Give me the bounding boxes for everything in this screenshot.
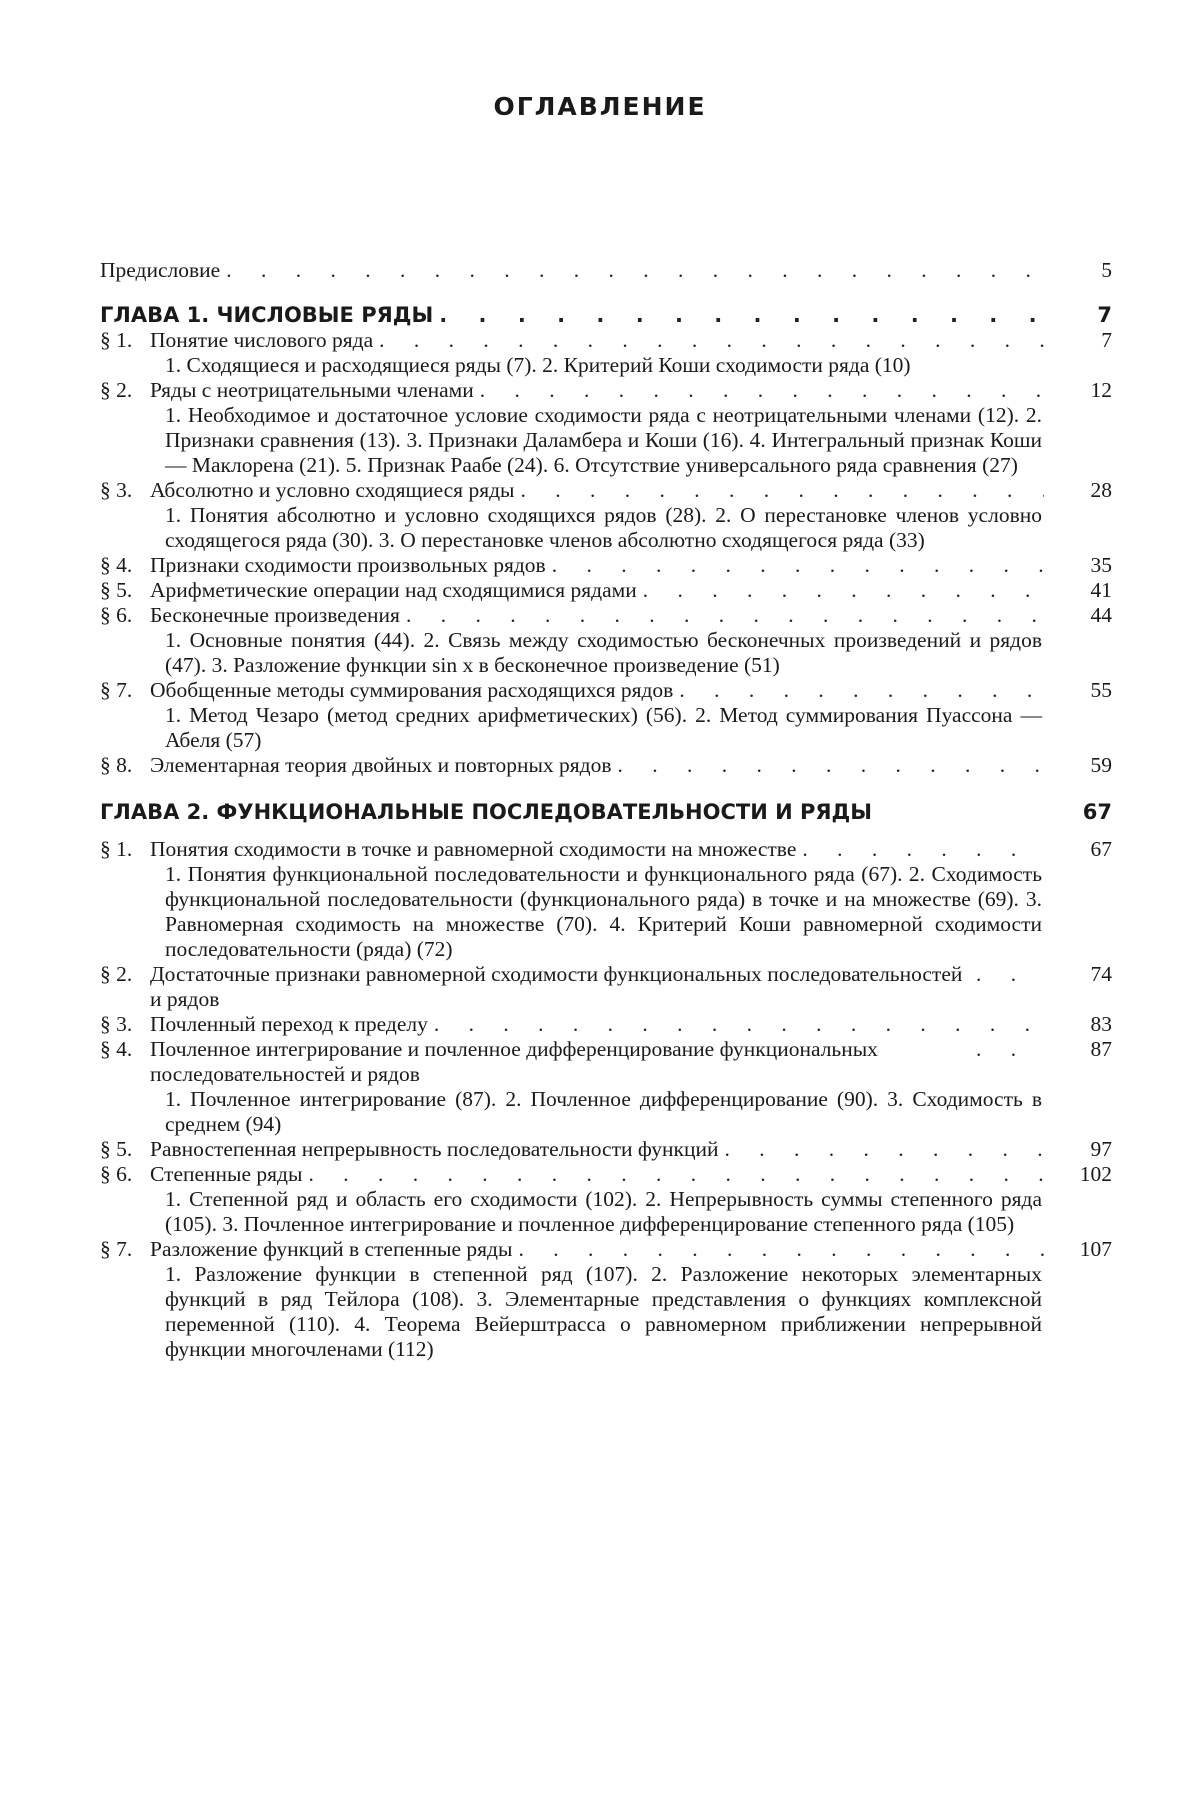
toc-section[interactable] (100, 1162, 1112, 1237)
leader-dots (552, 553, 1044, 578)
section-mark: § 3. (100, 1012, 133, 1036)
page-number: 74 (1090, 962, 1112, 986)
section-title: Абсолютно и условно сходящиеся ряды (150, 478, 515, 502)
leader-dots (520, 478, 1044, 503)
toc-section[interactable] (100, 553, 1112, 578)
page-number: 97 (1090, 1137, 1112, 1161)
section-mark: § 5. (100, 1137, 133, 1161)
chapter-title: ГЛАВА 2. ФУНКЦИОНАЛЬНЫЕ ПОСЛЕДОВАТЕЛЬНОСТИ И РЯДЫ (100, 800, 872, 824)
leader-dots (802, 837, 1044, 862)
subsection-list: 1. Степенной ряд и область его сходимости (102). 2. Непрерывность суммы степенного ряда (105). 3. Почленное интегрирование и почленное дифференцирование степенного ряда (105) (165, 1187, 1042, 1236)
subsection-list: 1. Разложение функции в степенной ряд (107). 2. Разложение некоторых элементарных функций в ряд Тейлора (108). 3. Элементарные представления о функциях комплексной переменной (110). 4. Теорема Вейерштрасса о равномерном приближении непрерывной функции многочленами (112) (165, 1262, 1042, 1361)
section-entry (100, 378, 1112, 403)
page-number: 67 (1082, 800, 1112, 824)
section-entry (100, 1137, 1112, 1162)
page-number: 12 (1090, 378, 1112, 402)
section-entry (100, 962, 1112, 1012)
toc-chapter-2[interactable] (100, 800, 1112, 825)
page-number: 35 (1090, 553, 1112, 577)
chapter-2-sections (100, 837, 1112, 1362)
section-entry (100, 753, 1112, 778)
chapter-title: ГЛАВА 1. ЧИСЛОВЫЕ РЯДЫ (100, 303, 434, 327)
leader-dots (406, 603, 1044, 628)
subsection-list: 1. Необходимое и достаточное условие сходимости ряда с неотрицательными членами (12). 2. Признаки сравнения (13). 3. Признаки Даламбера и Коши (16). 4. Интегральный признак Коши — Маклорена (21). 5. Признак Раабе (24). 6. Отсутствие универсального ряда сравнения (27) (165, 403, 1042, 477)
section-mark: § 3. (100, 478, 133, 502)
toc-section[interactable] (100, 1037, 1112, 1137)
section-entry (100, 478, 1112, 503)
page-number: 59 (1090, 753, 1112, 777)
toc-section[interactable] (100, 1237, 1112, 1362)
spacer (100, 825, 1112, 837)
section-title: Равностепенная непрерывность последовательности функций (150, 1137, 719, 1161)
section-title: Ряды с неотрицательными членами (150, 378, 474, 402)
section-mark: § 1. (100, 837, 133, 861)
leader-dots (439, 303, 1044, 328)
page-number: 5 (1101, 258, 1112, 282)
leader-dots (308, 1162, 1044, 1187)
section-mark: § 7. (100, 678, 133, 702)
page-number: 67 (1090, 837, 1112, 861)
chapter-1-sections (100, 328, 1112, 778)
page-title: ОГЛАВЛЕНИЕ (493, 92, 707, 121)
page-number: 55 (1090, 678, 1112, 702)
section-mark: § 2. (100, 962, 133, 986)
section-entry (100, 553, 1112, 578)
subsection-list: 1. Понятия абсолютно и условно сходящихся рядов (28). 2. О перестановке членов условно сходящегося ряда (30). 3. О перестановке членов абсолютно сходящегося ряда (33) (165, 503, 1042, 552)
section-mark: § 8. (100, 753, 133, 777)
subsection-list: 1. Основные понятия (44). 2. Связь между сходимостью бесконечных произведений и рядов (47). 3. Разложение функции sin x в бесконечное произведение (51) (165, 628, 1042, 677)
section-title: Понятие числового ряда (150, 328, 374, 352)
section-entry (100, 1237, 1112, 1262)
toc-section[interactable] (100, 328, 1112, 378)
entry-text: Предисловие (100, 258, 221, 282)
section-title: Признаки сходимости произвольных рядов (150, 553, 546, 577)
leader-dots (976, 1037, 1044, 1062)
section-entry (100, 837, 1112, 862)
section-mark: § 4. (100, 553, 133, 577)
toc-section[interactable] (100, 578, 1112, 603)
leader-dots (518, 1237, 1044, 1262)
toc-section[interactable] (100, 837, 1112, 962)
section-mark: § 2. (100, 378, 133, 402)
leader-dots (379, 328, 1044, 353)
section-title: Бесконечные произведения (150, 603, 400, 627)
leader-dots (679, 678, 1044, 703)
leader-dots (724, 1137, 1044, 1162)
toc-chapter-1[interactable] (100, 303, 1112, 328)
section-title: Арифметические операции над сходящимися рядами (150, 578, 637, 602)
toc-section[interactable] (100, 962, 1112, 1012)
section-title: Элементарная теория двойных и повторных рядов (150, 753, 612, 777)
leader-dots (643, 578, 1044, 603)
leader-dots (480, 378, 1044, 403)
page-number: 28 (1090, 478, 1112, 502)
section-title: Достаточные признаки равномерной сходимости функциональных последовательностей и рядов (150, 962, 963, 1011)
toc-section[interactable] (100, 603, 1112, 678)
section-mark: § 6. (100, 603, 133, 627)
leader-dots (226, 258, 1044, 283)
subsection-list: 1. Сходящиеся и расходящиеся ряды (7). 2. Критерий Коши сходимости ряда (10) (165, 353, 911, 377)
section-entry (100, 1037, 1112, 1087)
page-number: 7 (1097, 303, 1112, 327)
toc-entry-preface[interactable] (100, 258, 1112, 283)
toc-section[interactable] (100, 678, 1112, 753)
leader-dots (618, 753, 1044, 778)
toc-section[interactable] (100, 478, 1112, 553)
page-number: 102 (1079, 1162, 1112, 1186)
subsection-list: 1. Понятия функциональной последовательности и функционального ряда (67). 2. Сходимость функциональной последовательности (функционального ряда) в точке и на множестве (69). 3. Равномерная сходимость на множестве (70). 4. Критерий Коши равномерной сходимости последовательности (ряда) (72) (165, 862, 1042, 961)
toc-section[interactable] (100, 1137, 1112, 1162)
section-title: Разложение функций в степенные ряды (150, 1237, 513, 1261)
section-title: Почленное интегрирование и почленное дифференцирование функциональных последовательностей и рядов (150, 1037, 878, 1086)
section-entry (100, 578, 1112, 603)
section-mark: § 5. (100, 578, 133, 602)
section-entry (100, 603, 1112, 628)
section-mark: § 1. (100, 328, 133, 352)
spacer (100, 778, 1112, 800)
section-entry (100, 678, 1112, 703)
section-title: Понятия сходимости в точке и равномерной сходимости на множестве (150, 837, 797, 861)
toc-section[interactable] (100, 1012, 1112, 1037)
subsection-list: 1. Метод Чезаро (метод средних арифметических) (56). 2. Метод суммирования Пуассона — Абеля (57) (165, 703, 1042, 752)
toc-section[interactable] (100, 753, 1112, 778)
section-mark: § 7. (100, 1237, 133, 1261)
section-entry (100, 1162, 1112, 1187)
section-mark: § 6. (100, 1162, 133, 1186)
leader-dots (976, 962, 1044, 987)
section-title: Степенные ряды (150, 1162, 303, 1186)
section-entry (100, 1012, 1112, 1037)
toc-section[interactable] (100, 378, 1112, 478)
page-number: 44 (1090, 603, 1112, 627)
section-entry (100, 328, 1112, 353)
page-number: 107 (1079, 1237, 1112, 1261)
table-of-contents (100, 258, 1112, 1362)
leader-dots (434, 1012, 1044, 1037)
page-number: 87 (1090, 1037, 1112, 1061)
section-title: Обобщенные методы суммирования расходящихся рядов (150, 678, 674, 702)
section-mark: § 4. (100, 1037, 133, 1061)
section-title: Почленный переход к пределу (150, 1012, 428, 1036)
subsection-list: 1. Почленное интегрирование (87). 2. Почленное дифференцирование (90). 3. Сходимость в среднем (94) (165, 1087, 1042, 1136)
page-number: 83 (1090, 1012, 1112, 1036)
page-number: 7 (1101, 328, 1112, 352)
page-number: 41 (1090, 578, 1112, 602)
